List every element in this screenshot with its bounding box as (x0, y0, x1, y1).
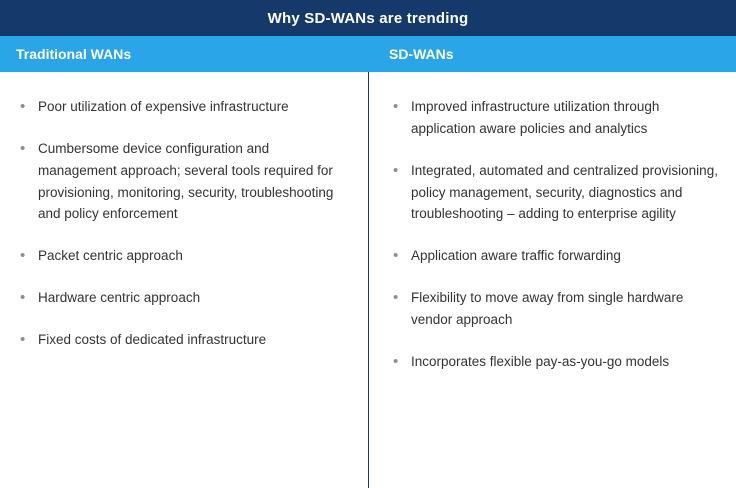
table-header-row (0, 36, 736, 72)
column-header-traditional-wans (0, 36, 368, 72)
column-header-sd-wans (368, 36, 736, 72)
list-item: • Incorporates flexible pay-as-you-go models (391, 351, 718, 373)
list-item: • Flexibility to move away from single hardware vendor approach (391, 287, 718, 331)
list-item: • Hardware centric approach (18, 287, 350, 309)
bullet-list-traditional-wans (18, 96, 350, 351)
list-item: • Packet centric approach (18, 245, 350, 267)
bullet-list-sd-wans (391, 96, 718, 373)
page-title: Why SD-WANs are trending (267, 9, 469, 27)
column-body-traditional-wans (0, 72, 368, 488)
list-item: • Poor utilization of expensive infrastructure (18, 96, 350, 118)
table-title-bar (0, 0, 736, 36)
list-item: • Cumbersome device configuration and management approach; several tools required for provisioning, monitoring, security, troubleshooting and policy enforcement (18, 138, 350, 225)
column-body-sd-wans (368, 72, 736, 488)
list-item: • Application aware traffic forwarding (391, 245, 718, 267)
table-body-row (0, 72, 736, 488)
column-header-label: Traditional WANs (16, 46, 132, 62)
column-header-label: SD-WANs (389, 46, 454, 62)
list-item: • Fixed costs of dedicated infrastructure (18, 329, 350, 351)
list-item: • Integrated, automated and centralized provisioning, policy management, security, diagnostics and troubleshooting – adding to enterprise agility (391, 160, 718, 226)
list-item: • Improved infrastructure utilization through application aware policies and analytics (391, 96, 718, 140)
